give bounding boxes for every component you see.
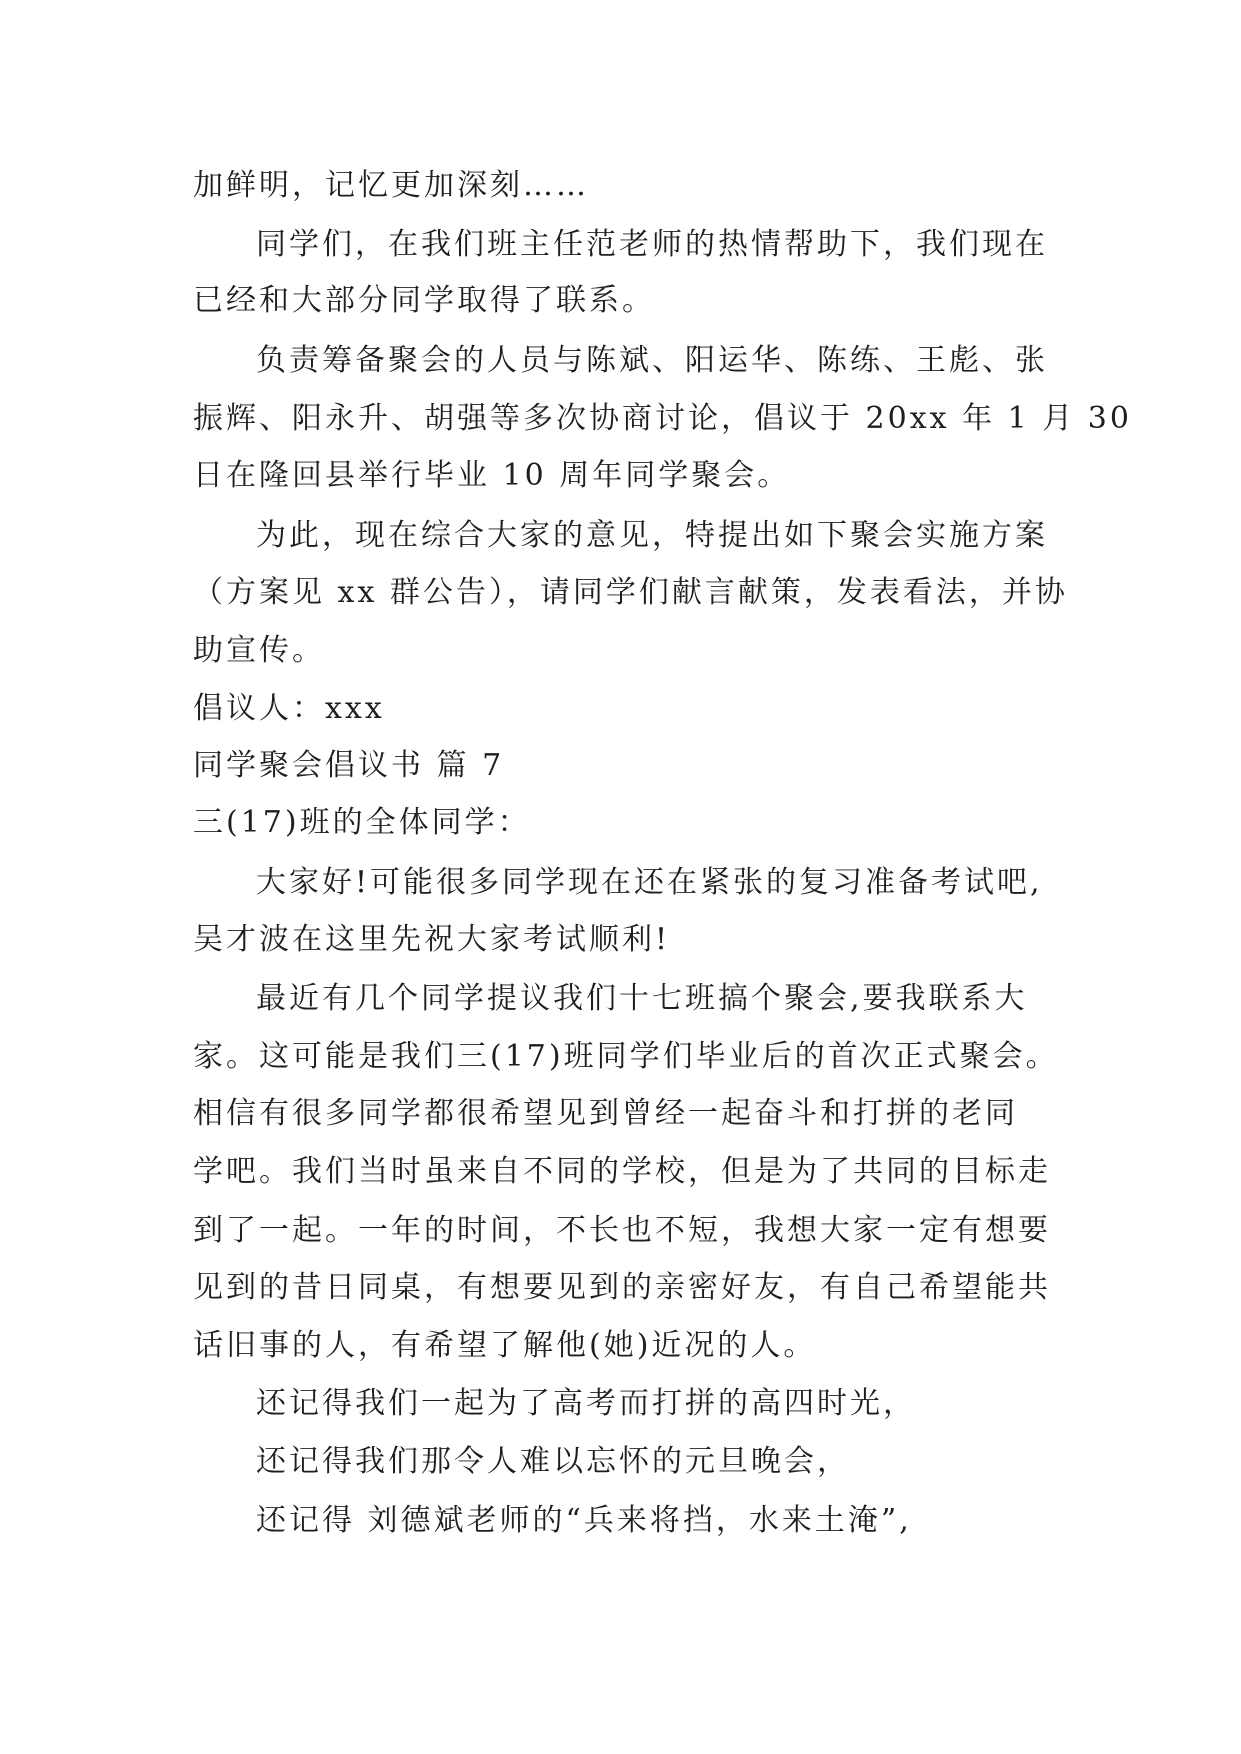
text-line-21: 话旧事的人，有希望了解他(她)近况的人。 <box>193 1328 817 1363</box>
text-line-2: 同学们，在我们班主任范老师的热情帮助下，我们现在 <box>256 227 1048 262</box>
text-line-7: 为此，现在综合大家的意见，特提出如下聚会实施方案 <box>256 518 1048 553</box>
text-line-6: 日在隆回县举行毕业 10 周年同学聚会。 <box>193 458 791 493</box>
text-line-9: 助宣传。 <box>193 633 325 668</box>
section-heading: 同学聚会倡议书 篇 7 <box>193 748 505 783</box>
text-line-3: 已经和大部分同学取得了联系。 <box>193 283 655 318</box>
text-line-23: 还记得我们那令人难以忘怀的元旦晚会， <box>256 1444 850 1479</box>
text-line-10: 倡议人：xxx <box>193 691 385 726</box>
text-line-24: 还记得 刘德斌老师的“兵来将挡，水来土淹”, <box>256 1503 912 1538</box>
text-line-15: 最近有几个同学提议我们十七班搞个聚会,要我联系大 <box>256 981 1028 1016</box>
text-line-18: 学吧。我们当时虽来自不同的学校，但是为了共同的目标走 <box>193 1154 1051 1189</box>
text-line-14: 吴才波在这里先祝大家考试顺利! <box>193 922 671 957</box>
text-line-19: 到了一起。一年的时间，不长也不短，我想大家一定有想要 <box>193 1213 1051 1248</box>
text-line-13: 大家好!可能很多同学现在还在紧张的复习准备考试吧, <box>256 865 1043 900</box>
text-line-20: 见到的昔日同桌，有想要见到的亲密好友，有自己希望能共 <box>193 1270 1051 1305</box>
salutation: 三(17)班的全体同学： <box>193 805 531 840</box>
text-line-16: 家。这可能是我们三(17)班同学们毕业后的首次正式聚会。 <box>193 1039 1059 1074</box>
text-line-17: 相信有很多同学都很希望见到曾经一起奋斗和打拼的老同 <box>193 1096 1018 1131</box>
text-line-1: 加鲜明，记忆更加深刻…… <box>193 168 589 203</box>
text-line-8: （方案见 xx 群公告），请同学们献言献策，发表看法，并协 <box>193 575 1068 610</box>
text-line-5: 振辉、阳永升、胡强等多次协商讨论，倡议于 20xx 年 1 月 30 <box>193 401 1132 436</box>
text-line-22: 还记得我们一起为了高考而打拼的高四时光， <box>256 1386 916 1421</box>
text-line-4: 负责筹备聚会的人员与陈斌、阳运华、陈练、王彪、张 <box>256 343 1048 378</box>
